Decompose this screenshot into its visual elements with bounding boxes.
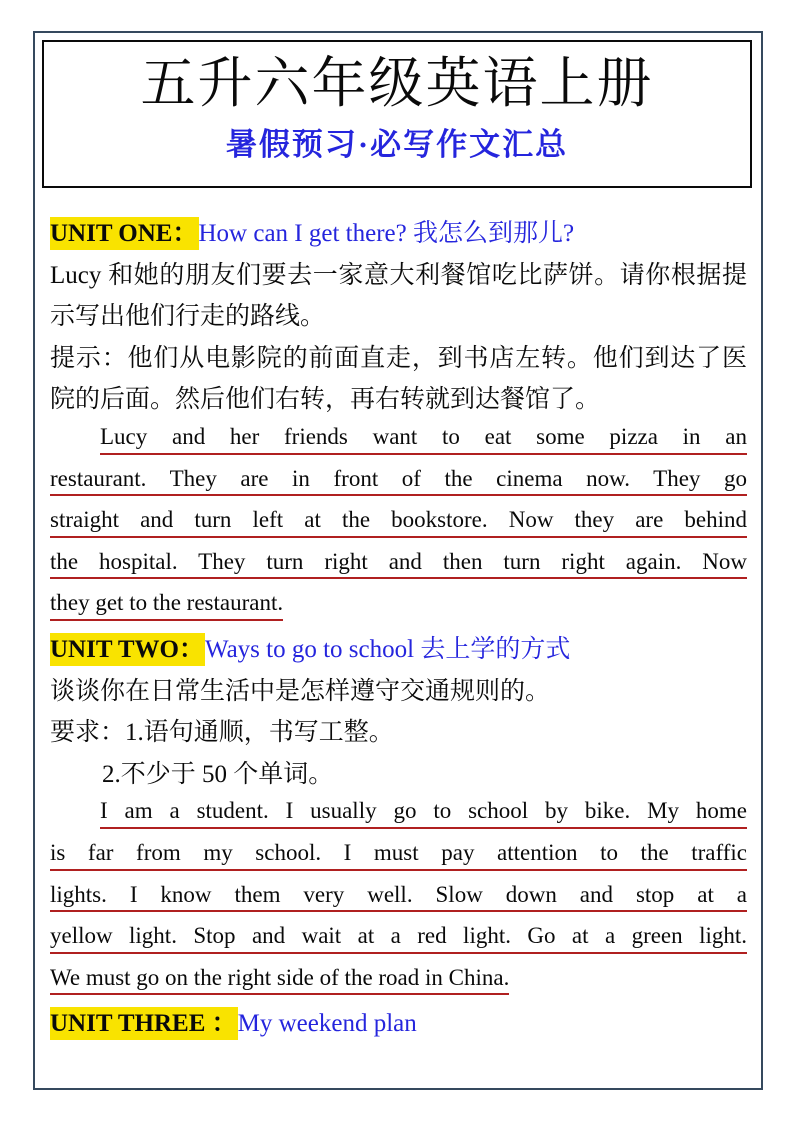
unit-two-topic: Ways to go to school 去上学的方式 [204,635,571,663]
unit-one-task-text: Lucy 和她的朋友们要去一家意大利餐馆吃比萨饼。请你根据提示写出他们行走的路线。 [50,261,747,331]
unit-two-requirement-1: 要求：1.语句通顺，书写工整。 [50,719,394,747]
unit-one-label: UNIT ONE： [50,217,199,250]
document-subtitle: 暑假预习·必写作文汇总 [225,127,569,162]
essay-line: I am a student. I usually go to school by bike. My home [100,795,747,829]
essay-line: restaurant. They are in front of the cinema now. They go [50,463,747,497]
essay-line: Lucy and her friends want to eat some pizza in an [100,421,747,455]
essay-line: is far from my school. I must pay attention to the traffic [50,837,747,871]
unit-one-hint-text: 提示：他们从电影院的前面直走，到书店左转。他们到达了医院的后面。然后他们右转，再右转就到达餐馆了。 [50,344,747,414]
document-page [33,31,763,1090]
unit-two-task-text: 谈谈你在日常生活中是怎样遵守交通规则的。 [50,677,551,705]
document-title: 五升六年级英语上册 [140,53,654,114]
title-box [42,40,752,188]
unit-one-essay [50,421,747,621]
document-body [50,213,747,1045]
unit-three-topic: My weekend plan [237,1010,417,1038]
unit-one-topic: How can I get there? 我怎么到那儿? [198,220,575,247]
essay-line: lights. I know them very well. Slow down and stop at a [50,879,747,913]
unit-two-essay [50,795,747,995]
essay-line-row [50,962,747,996]
unit-one-heading [50,213,747,255]
essay-line: the hospital. They turn right and then turn right again. Now [50,546,747,580]
unit-three-heading [50,1003,747,1045]
unit-three-label: UNIT THREE ： [50,1007,238,1040]
essay-line-row [50,587,747,621]
essay-line: yellow light. Stop and wait at a red light. Go at a green light. [50,920,747,954]
essay-line: straight and turn left at the bookstore. Now they are behind [50,504,747,538]
unit-two-label: UNIT TWO： [50,633,205,666]
unit-two-heading [50,629,747,671]
essay-line: they get to the restaurant. [50,587,283,621]
essay-line: We must go on the right side of the road in China. [50,962,509,996]
unit-two-requirement-2: 2.不少于 50 个单词。 [102,760,334,788]
